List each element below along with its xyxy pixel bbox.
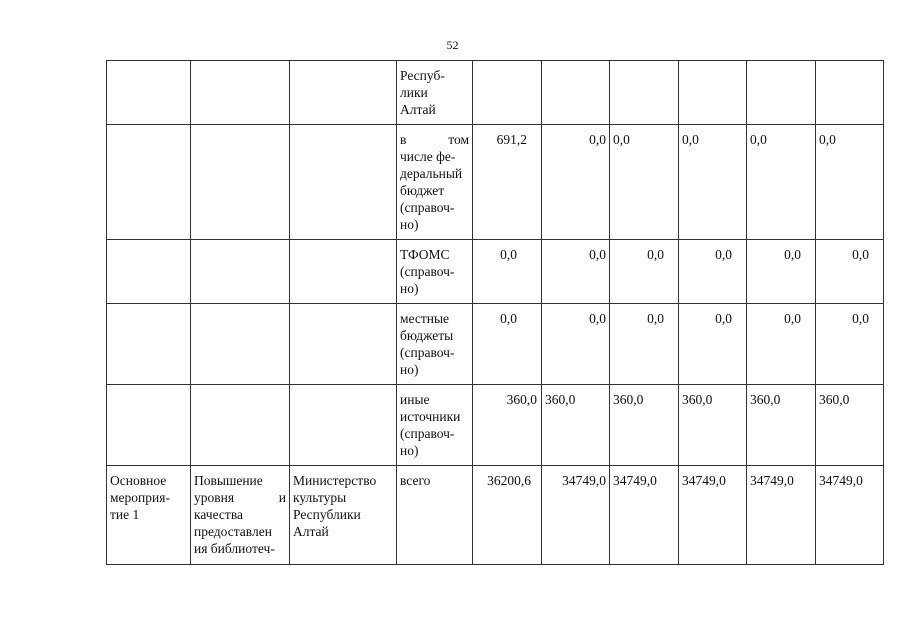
text-line: (справоч- — [400, 426, 455, 441]
table-cell-value: 0,0 — [747, 304, 816, 385]
text-line: но) — [400, 217, 419, 232]
text-line: лики — [400, 85, 428, 100]
table-cell-executor — [290, 240, 397, 304]
table-row — [107, 385, 884, 466]
table-row — [107, 304, 884, 385]
table-cell-value: 0,0 — [747, 125, 816, 240]
text-line: Республики — [293, 507, 361, 522]
table-cell-value: 34749,0 — [610, 466, 679, 565]
table-cell-value: 0,0 — [473, 240, 542, 304]
table-cell-value: 34749,0 — [542, 466, 610, 565]
table-cell-value: 360,0 — [679, 385, 747, 466]
table-cell-funding-source — [397, 61, 473, 125]
table-cell-value — [747, 61, 816, 125]
text-line — [194, 489, 286, 506]
table-cell-funding-source — [397, 125, 473, 240]
table-cell-description — [191, 240, 290, 304]
table-cell-value: 0,0 — [679, 125, 747, 240]
text-line: тие 1 — [110, 507, 140, 522]
text-line: источники — [400, 409, 461, 424]
table-cell-value: 0,0 — [542, 240, 610, 304]
table-cell-description — [191, 61, 290, 125]
table-cell-value: 0,0 — [610, 125, 679, 240]
text-line: Алтай — [400, 102, 436, 117]
table-cell-activity — [107, 385, 191, 466]
text-fragment: и — [278, 490, 286, 505]
text-line: (справоч- — [400, 264, 455, 279]
table-row — [107, 466, 884, 565]
table-cell-value — [610, 61, 679, 125]
table-cell-value: 360,0 — [747, 385, 816, 466]
text-fragment: в — [400, 132, 407, 147]
table-cell-description — [191, 125, 290, 240]
text-line: ТФОМС — [400, 247, 450, 262]
table-cell-executor — [290, 61, 397, 125]
text-line: качества — [194, 507, 244, 522]
text-line: но) — [400, 362, 419, 377]
text-line: Основное — [110, 473, 167, 488]
text-line: культуры — [293, 490, 347, 505]
table-row — [107, 61, 884, 125]
text-line: иные — [400, 392, 430, 407]
page-number: 52 — [446, 38, 459, 52]
text-line: деральный — [400, 166, 463, 181]
table-cell-activity — [107, 304, 191, 385]
table-cell-value: 34749,0 — [816, 466, 884, 565]
table-cell-funding-source — [397, 304, 473, 385]
table-cell-value: 0,0 — [816, 240, 884, 304]
text-line — [400, 131, 469, 148]
table-cell-executor — [290, 304, 397, 385]
table-cell-activity — [107, 240, 191, 304]
text-line: ия библиотеч- — [194, 541, 275, 556]
table-row — [107, 240, 884, 304]
text-line: числе фе- — [400, 149, 456, 164]
text-line: всего — [400, 473, 431, 488]
table-cell-value: 0,0 — [679, 240, 747, 304]
text-line: (справоч- — [400, 345, 455, 360]
text-line: мероприя- — [110, 490, 170, 505]
text-fragment: уровня — [194, 490, 235, 505]
table-cell-value: 360,0 — [542, 385, 610, 466]
text-line: Повышение — [194, 473, 263, 488]
table-cell-value: 691,2 — [473, 125, 542, 240]
table-cell-value: 360,0 — [816, 385, 884, 466]
table-row — [107, 125, 884, 240]
table-cell-value — [816, 61, 884, 125]
table-cell-value: 0,0 — [679, 304, 747, 385]
table-cell-value: 34749,0 — [679, 466, 747, 565]
text-line: Алтай — [293, 524, 329, 539]
text-line: Респуб- — [400, 68, 445, 83]
table-cell-value: 0,0 — [816, 304, 884, 385]
table-cell-funding-source — [397, 385, 473, 466]
text-line: но) — [400, 281, 419, 296]
table-cell-funding-source — [397, 466, 473, 565]
table-cell-value: 34749,0 — [747, 466, 816, 565]
text-line: (справоч- — [400, 200, 455, 215]
table-cell-activity — [107, 466, 191, 565]
table-cell-value: 0,0 — [610, 240, 679, 304]
table-cell-activity — [107, 61, 191, 125]
table-cell-executor — [290, 385, 397, 466]
table-cell-executor — [290, 466, 397, 565]
table-cell-value: 0,0 — [473, 304, 542, 385]
budget-table — [106, 60, 884, 565]
table-cell-value: 36200,6 — [473, 466, 542, 565]
text-fragment: том — [448, 132, 469, 147]
text-line: предоставлен — [194, 524, 272, 539]
table-cell-activity — [107, 125, 191, 240]
table-cell-value: 360,0 — [610, 385, 679, 466]
table-cell-executor — [290, 125, 397, 240]
table-cell-value: 0,0 — [747, 240, 816, 304]
table-cell-value: 0,0 — [610, 304, 679, 385]
text-line: Министерство — [293, 473, 377, 488]
table-cell-description — [191, 466, 290, 565]
text-line: бюджеты — [400, 328, 454, 343]
text-line: но) — [400, 443, 419, 458]
table-cell-value: 0,0 — [542, 304, 610, 385]
table-cell-value — [679, 61, 747, 125]
text-line: местные — [400, 311, 450, 326]
table-cell-funding-source — [397, 240, 473, 304]
table-cell-description — [191, 385, 290, 466]
table-cell-value — [542, 61, 610, 125]
table-cell-value: 0,0 — [816, 125, 884, 240]
table-cell-value: 0,0 — [542, 125, 610, 240]
table-cell-value: 360,0 — [473, 385, 542, 466]
text-line: бюджет — [400, 183, 445, 198]
table-cell-description — [191, 304, 290, 385]
table-cell-value — [473, 61, 542, 125]
